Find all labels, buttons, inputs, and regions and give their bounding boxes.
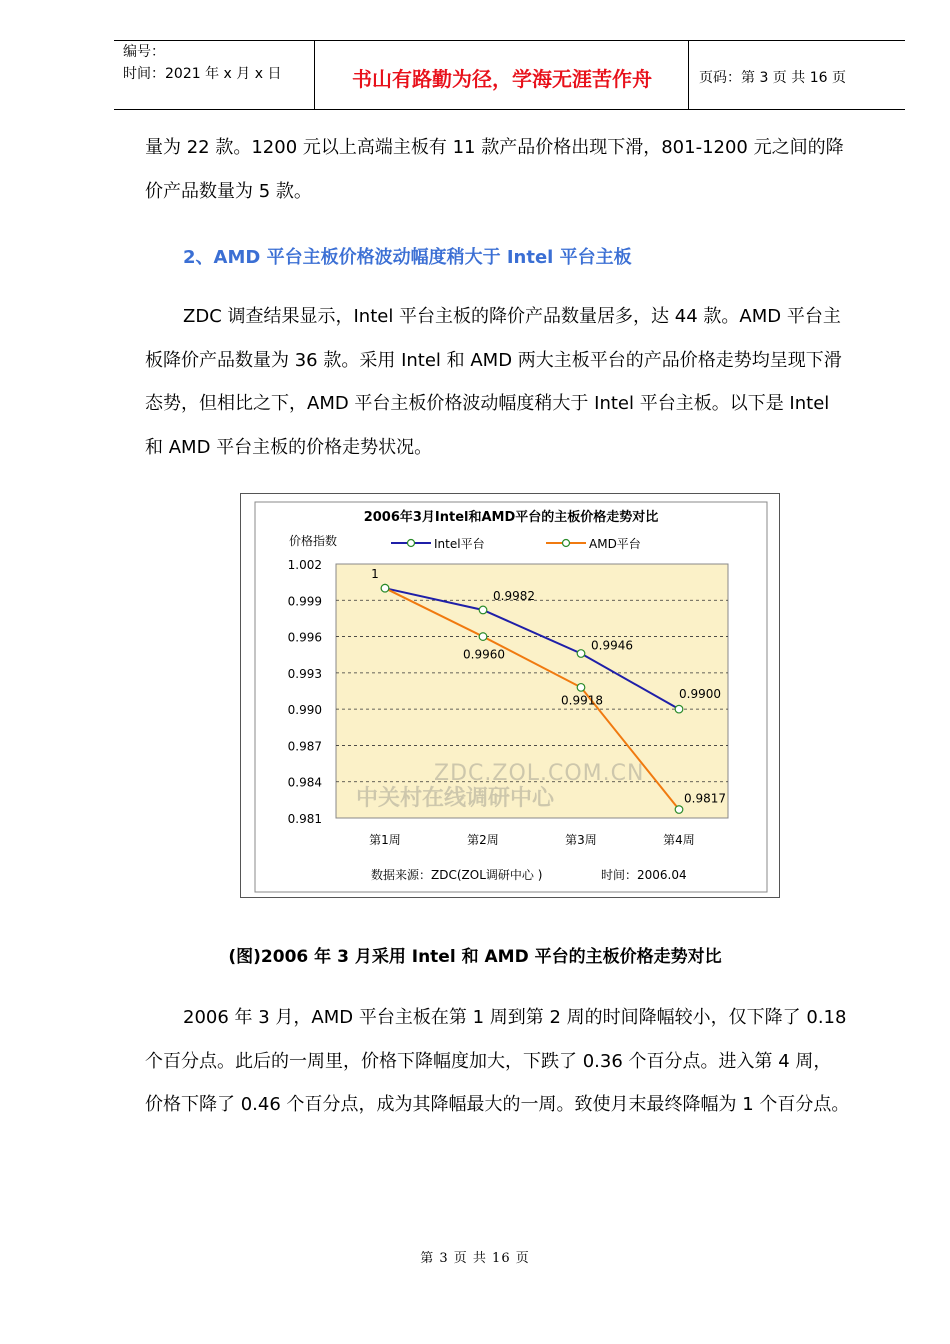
chart-title: 2006年3月Intel和AMD平台的主板价格走势对比 [363, 510, 659, 525]
paragraph-line: 个百分点。此后的一周里，价格下降幅度加大，下跌了 0.36 个百分点。进入第 4 周， [145, 1050, 832, 1072]
chart-date: 时间：2006.04 [601, 868, 687, 882]
x-tick-label: 第2周 [467, 833, 499, 847]
paragraph-line: 价产品数量为 5 款。 [145, 180, 312, 202]
section-heading: 2、AMD 平台主板价格波动幅度稍大于 Intel 平台主板 [183, 247, 632, 268]
x-tick-label: 第1周 [369, 833, 401, 847]
paragraph-line: 2006 年 3 月，AMD 平台主板在第 1 周到第 2 周的时间降幅较小，仅下降了 0.18 [183, 1007, 847, 1028]
paragraph-1 [145, 126, 875, 213]
data-label: 0.9960 [463, 647, 505, 662]
legend-label: Intel平台 [434, 537, 485, 551]
paragraph-line: 和 AMD 平台主板的价格走势状况。 [145, 436, 433, 458]
page-footer: 第 3 页 共 16 页 [420, 1251, 530, 1266]
data-point [479, 633, 487, 641]
page-header [114, 40, 905, 110]
data-point [675, 806, 683, 814]
y-axis-label: 价格指数 [289, 534, 338, 548]
data-label: 1 [371, 567, 379, 582]
y-tick-label: 0.981 [287, 812, 322, 826]
header-meta [114, 41, 315, 109]
paragraph-line: 态势，但相比之下，AMD 平台主板价格波动幅度稍大于 Intel 平台主板。以下是 Intel [145, 393, 830, 414]
y-tick-label: 0.984 [287, 775, 322, 790]
y-tick-label: 0.990 [287, 703, 322, 718]
paragraph-3 [145, 996, 875, 1127]
data-point [479, 606, 487, 614]
data-point [381, 584, 389, 592]
price-trend-chart [240, 493, 780, 898]
legend-marker-0 [408, 540, 415, 547]
y-tick-label: 0.987 [287, 739, 322, 754]
figure-caption: (图)2006 年 3 月采用 Intel 和 AMD 平台的主板价格走势对比 [228, 947, 722, 967]
data-label: 0.9900 [679, 687, 721, 702]
y-tick-label: 1.002 [287, 558, 322, 572]
y-tick-label: 0.993 [287, 666, 322, 681]
x-tick-label: 第4周 [663, 833, 695, 847]
data-label: 0.9982 [493, 588, 535, 603]
legend-marker-1 [563, 540, 570, 547]
header-motto: 书山有路勤为径，学海无涯苦作舟 [316, 41, 689, 109]
data-point [577, 650, 585, 658]
data-label: 0.9918 [561, 693, 603, 708]
watermark-text: ZDC.ZOL.COM.CN [434, 761, 645, 786]
data-label: 0.9946 [591, 638, 633, 653]
doc-number-label: 编号： [123, 44, 165, 60]
paragraph-line: 价格下降了 0.46 个百分点，成为其降幅最大的一周。致使月末最终降幅为 1 个百分点。 [145, 1094, 850, 1115]
y-tick-label: 0.996 [287, 630, 322, 645]
data-point [577, 684, 585, 692]
chart-source: 数据来源：ZDC(ZOL调研中心 ) [371, 868, 543, 882]
y-tick-label: 0.999 [287, 594, 322, 609]
legend-label: AMD平台 [589, 537, 641, 551]
x-tick-label: 第3周 [565, 833, 597, 847]
paragraph-line: 板降价产品数量为 36 款。采用 Intel 和 AMD 两大主板平台的产品价格走势均呈现下滑 [145, 349, 842, 371]
paragraph-line: 量为 22 款。1200 元以上高端主板有 11 款产品价格出现下滑，801-1200 元之间的降 [145, 137, 844, 158]
chart-svg [241, 494, 781, 899]
header-page-info: 页码：第 3 页 共 16 页 [699, 70, 846, 86]
doc-time-label: 时间：2021 年 x 月 x 日 [123, 66, 282, 82]
watermark-text: 中关村在线调研中心 [356, 786, 555, 811]
data-point [675, 705, 683, 713]
paragraph-2 [145, 295, 875, 469]
paragraph-line: ZDC 调查结果显示，Intel 平台主板的降价产品数量居多，达 44 款。AMD 平台主 [183, 306, 841, 327]
data-label: 0.9817 [684, 791, 726, 806]
